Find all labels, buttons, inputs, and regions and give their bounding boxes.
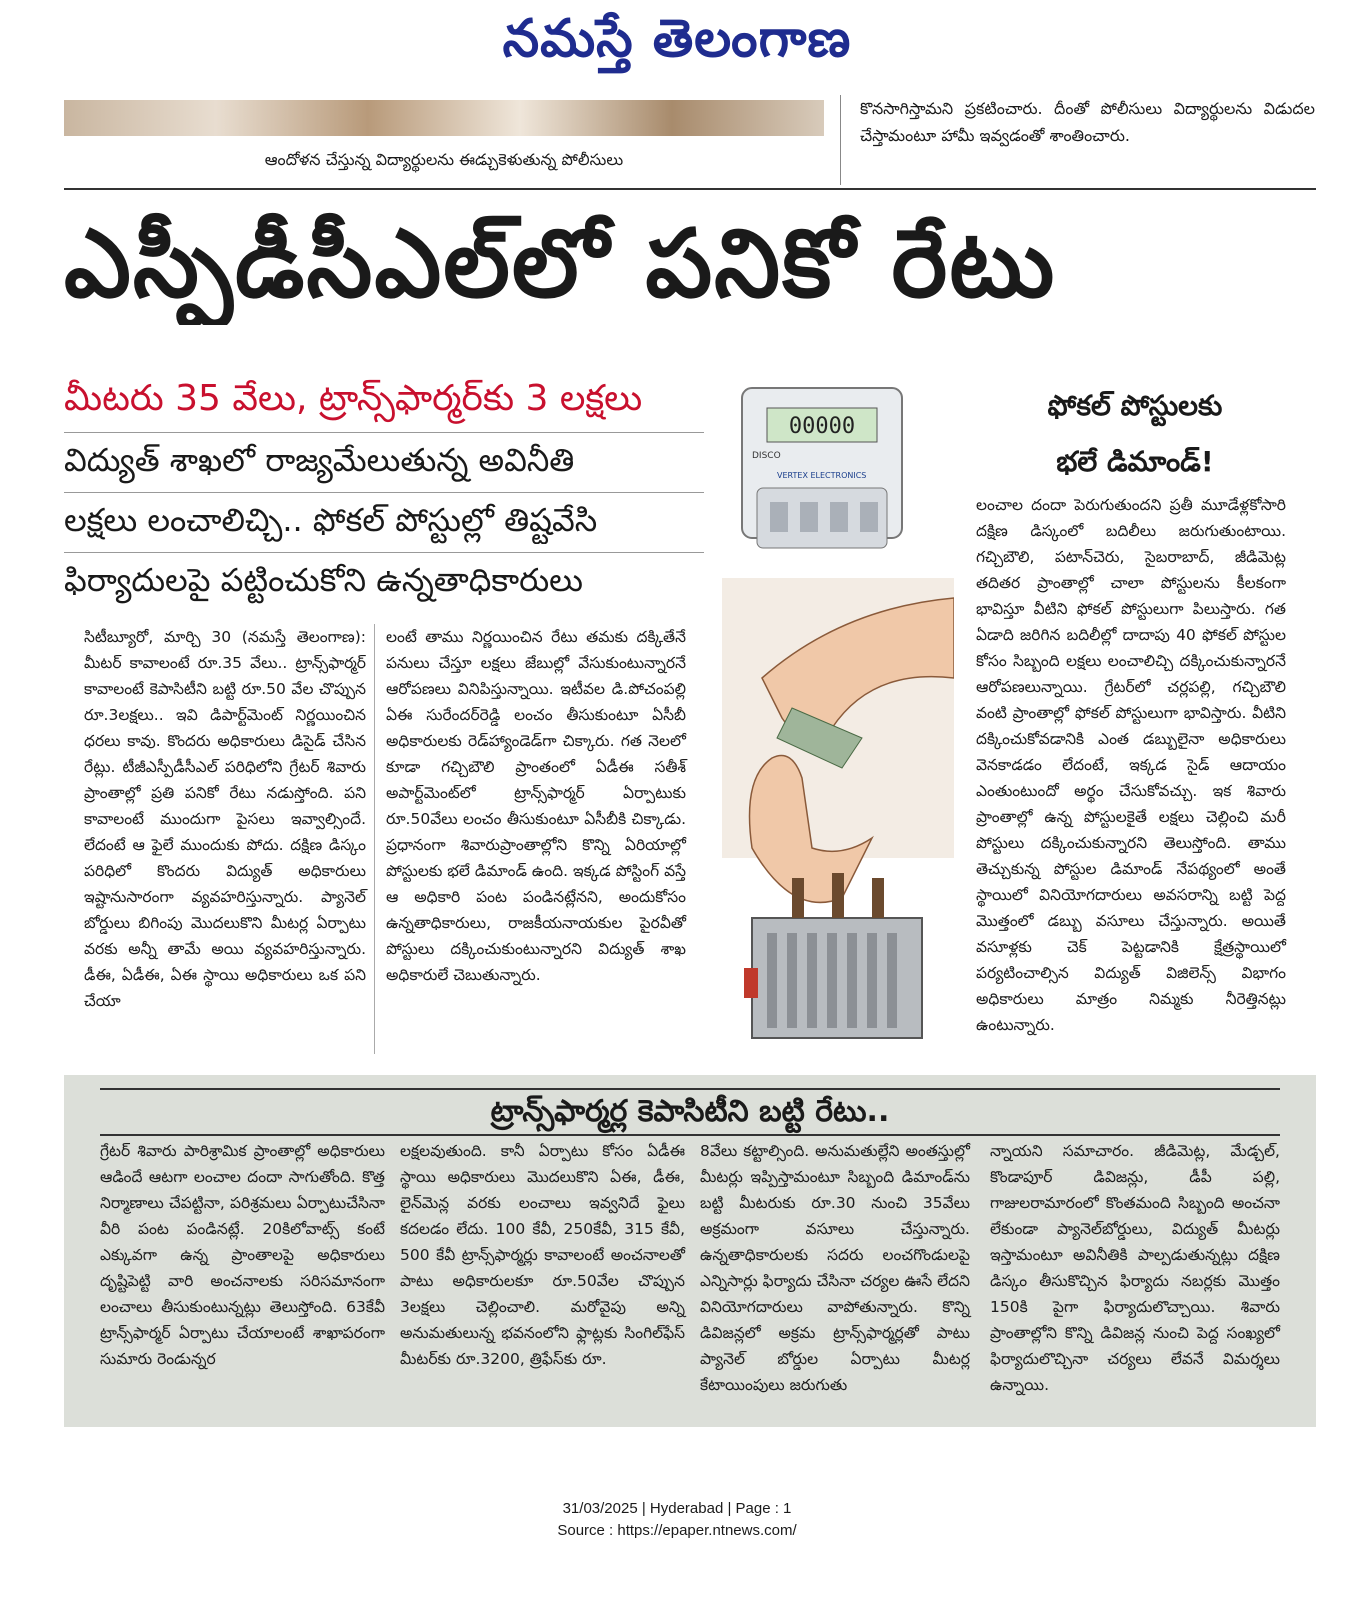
footer-date: 31/03/2025 | Hyderabad | Page : 1 <box>562 1500 792 1517</box>
boxed-column-3: 8వేలు కట్టాల్సింది. అనుమతుల్లేని అంతస్తుల్లో మీటర్లు ఇప్పిస్తామంటూ సిబ్బంది డిమాండ్‌ను బట్టి మీటరుకు రూ.30 నుంచి 35వేలు అక్రమంగా వసూలు చేస్తున్నారు. ఉన్నతాధికారులకు సదరు లంచగొండులపై ఎన్నిసార్లు ఫిర్యాదు చేసినా చర్యల ఊసే లేదని వినియోగదారులు వాపోతున్నారు. కొన్ని డివిజన్లలో అక్రమ ట్రాన్స్‌ఫార్మర్లతో పాటు ప్యానెల్‌ బోర్డుల ఏర్పాటు మీటర్ల కేటాయింపులు జరుగుతు <box>700 1142 970 1394</box>
headline: ఎస్పీడీసీఎల్‌లో పనికో రేటు <box>64 210 1057 319</box>
kicker: మీటరు 35 వేలు, ట్రాన్స్‌ఫార్మర్‌కు 3 లక్షలు <box>64 378 643 419</box>
article-column-1: సిటీబ్యూరో, మార్చి 30 (నమస్తే తెలంగాణ): మీటర్‌ కావాలంటే రూ.35 వేలు.. ట్రాన్స్‌ఫార్మర్‌ కావాలంటే కెపాసిటీని బట్టి రూ.50 వేల చొప్పున రూ.3లక్షలు.. ఇవి డిపార్ట్‌మెంట్‌ నిర్ణయించిన ధరలు కావు. కొందరు అధికారులు డిసైడ్‌ చేసిన రేట్లు. టీజీఎస్పీడీసీఎల్‌ పరిధిలోని గ్రేటర్‌ శివారు ప్రాంతాల్లో ప్రతి పనికో రేటు నడుస్తోంది. పని కావాలంటే ముందుగా పైసలు ఇవ్వాల్సిందే. లేదంటే ఆ ఫైలే ముందుకు పోదు. దక్షిణ డిస్కం పరిధిలో కొందరు విద్యుత్‌ అధికారులు ఇష్టానుసారంగా వ్యవహరిస్తున్నారు. ప్యానెల్‌ బోర్డులు బిగింపు మొదలుకొని మీటర్ల ఏర్పాటు వరకు అన్నీ తామే అయి వ్యవహరిస్తున్నారు. డీఈ, ఏడీఈ, ఏఈ స్థాయి అధికారులు ఒక పని చేయా <box>84 628 366 1010</box>
photo-caption: ఆందోళన చేస్తున్న విద్యార్థులను ఈడ్చుకెళుతున్న పోలీసులు <box>264 150 624 169</box>
sidebar-heading-line-1: ఫోకల్‌ పోస్టులకు <box>1047 389 1223 422</box>
transformer-icon <box>744 873 922 1038</box>
column-divider <box>374 624 375 1054</box>
boxed-column-1: గ్రేటర్‌ శివారు పారిశ్రామిక ప్రాంతాల్లో అధికారులు ఆడిందే ఆటగా లంచాల దందా సాగుతోంది. కొత్త నిర్మాణాలు చేపట్టినా, పరిశ్రమలు ఏర్పాటుచేసినా వీరి పంట పండినట్లే. 20కిలోవాట్స్‌ కంటే ఎక్కువగా ఉన్న ప్రాంతాలపై అధికారులు దృష్టిపెట్టి వారి అంచనాలకు సరిసమానంగా లంచాలు తీసుకుంటున్నట్లు తెలుస్తోంది. 63కేవీ ట్రాన్స్‌ఫార్మర్‌ ఏర్పాటు చేయాలంటే శాఖాపరంగా సుమారు రెండున్నర <box>100 1142 385 1368</box>
sidebar-heading-line-2: భలే డిమాండ్‌! <box>1056 445 1214 478</box>
meter-display: 00000 <box>788 414 856 439</box>
footer-source: Source : https://epaper.ntnews.com/ <box>557 1522 797 1539</box>
deck-line-3: ఫిర్యాదులపై పట్టించుకోని ఉన్నతాధికారులు <box>64 561 583 599</box>
meter-brand: DISCO <box>752 451 781 461</box>
column-divider <box>840 95 841 185</box>
boxed-column-2: లక్షలవుతుంది. కానీ ఏర్పాటు కోసం ఏడీఈ స్థాయి అధికారులు మొదలుకొని ఏఈ, డీఈ, లైన్‌మెన్ల వరకు లంచాలు ఇవ్వనిదే ఫైలు కదలడం లేదు. 100 కేవీ, 250కేవీ, 315 కేవీ, 500 కేవీ ట్రాన్స్‌ఫార్మర్లు కావాలంటే అంచనాలతో పాటు అధికారులకూ రూ.50వేల చొప్పున 3లక్షలు చెల్లించాలి. మరోవైపు అన్ని అనుమతులున్న భవనంలోని ఫ్లాట్లకు సింగిల్‌ఫేస్‌ మీటర్‌కు రూ.3200, త్రిఫేస్‌కు రూ. <box>400 1142 685 1368</box>
top-right-text: కొనసాగిస్తామని ప్రకటించారు. దీంతో పోలీసులు విద్యార్థులను విడుదల చేస్తామంటూ హామీ ఇవ్వడంతో శాంతించారు. <box>860 99 1315 145</box>
sidebar-text: లంచాల దందా పెరుగుతుందని ప్రతీ మూడేళ్లకోసారి దక్షిణ డిస్కంలో బదిలీలు జరుగుతుంటాయి. గచ్చిబౌలి, పటాన్‌చెరు, సైబరాబాద్‌, జీడిమెట్ల తదితర ప్రాంతాల్లో చాలా పోస్టులను కీలకంగా భావిస్తూ వీటిని ఫోకల్‌ పోస్టులుగా పిలుస్తారు. గత ఏడాది జరిగిన బదిలీల్లో దాదాపు 40 ఫోకల్‌ పోస్టుల కోసం సిబ్బంది లక్షలు లంచాలిచ్చి దక్కించుకున్నారనే ఆరోపణలున్నాయి. గ్రేటర్‌లో చర్లపల్లి, గచ్చిబౌలి వంటి ప్రాంతాల్లో ఫోకల్‌ పోస్టులుగా భావిస్తారు. వీటిని దక్కించుకోవడానికి ఎంత డబ్బులైనా అధికారులు వెనకాడడం లేదంటే, ఇక్కడ సైడ్‌ ఆదాయం ఎంతుంటుందో అర్థం చేసుకోవచ్చు. ఇక శివారు ప్రాంతాల్లో ఉన్న పోస్టులకైతే లక్షలు చెల్లించి మరీ పోస్టులు దక్కించుకున్నారని తెలుస్తోంది. తాము తెచ్చుకున్న పోస్టుల డిమాండ్‌ నేపథ్యంలో అంతే స్థాయిలో వినియోగదారులు అవసరాన్ని బట్టి పెద్ద మొత్తంలో డబ్బు వసూలు చేస్తున్నారు. అయితే వసూళ్లకు చెక్‌ పెట్టడానికి క్షేత్రస్థాయిలో పర్యటించాల్సిన విద్యుత్‌ విజిలెన్స్‌ విభాగం అధికారులు మాత్రం నిమ్మకు నీరెత్తినట్లు ఉంటున్నారు. <box>976 496 1286 1034</box>
boxed-story-heading: ట్రాన్స్‌ఫార్మర్ల కెపాసిటీని బట్టి రేటు.. <box>100 1090 1280 1134</box>
top-photo <box>64 100 824 136</box>
sidebar-heading <box>990 378 1280 490</box>
section-rule <box>64 188 1316 190</box>
electric-meter-icon <box>742 388 902 548</box>
deck-rule <box>64 552 704 553</box>
masthead: నమస్తే తెలంగాణ <box>502 8 852 69</box>
deck-rule <box>64 432 704 433</box>
deck-line-2: లక్షలు లంచాలిచ్చి.. ఫోకల్‌ పోస్టుల్లో తిష్టవేసి <box>64 501 598 539</box>
boxed-story-heading-rule <box>100 1088 1280 1136</box>
meter-maker: VERTEX ELECTRONICS <box>777 471 867 480</box>
deck-rule <box>64 492 704 493</box>
article-column-2: లంటే తాము నిర్ణయించిన రేటు తమకు దక్కితేనే పనులు చేస్తూ లక్షలు జేబుల్లో వేసుకుంటున్నారనే ఆరోపణలు వినిపిస్తున్నాయి. ఇటీవల డి.పోచంపల్లి ఏఈ సురేందర్‌రెడ్డి లంచం తీసుకుంటూ ఏసీబీ అధికారులకు రెడ్‌హ్యాండెడ్‌గా చిక్కారు. గత నెలలో కూడా గచ్చిబౌలి ప్రాంతంలో ఏడీఈ సతీశ్‌ అపార్ట్‌మెంట్‌లో ట్రాన్స్‌ఫార్మర్‌ ఏర్పాటుకు రూ.50వేలు లంచం తీసుకుంటూ ఏసీబీకి చిక్కాడు. ప్రధానంగా శివారుప్రాంతాల్లోని కొన్ని ఏరియాల్లో పోస్టులకు భలే డిమాండ్‌ ఉంది. ఇక్కడ పోస్టింగ్‌ వస్తే ఆ అధికారి పంట పండినట్లేనని, అందుకోసం ఉన్నతాధికారులు, రాజకీయనాయకుల పైరవీతో పోస్టులు దక్కించుకుంటున్నారని విద్యుత్‌ శాఖ అధికారులే చెబుతున్నారు. <box>386 628 686 984</box>
bribery-illustration <box>722 378 954 1058</box>
deck-line-1: విద్యుత్‌ శాఖలో రాజ్యమేలుతున్న అవినీతి <box>64 441 575 479</box>
boxed-column-4: న్నాయని సమాచారం. జీడిమెట్ల, మేడ్చల్‌, కొండాపూర్‌ డివిజన్లు, డీపీ పల్లి, గాజులరామారంలో కొంతమంది సిబ్బంది అంచనా లేకుండా ప్యానెల్‌బోర్డులు, విద్యుత్‌ మీటర్లు ఇస్తామంటూ అవినీతికి పాల్పడుతున్నట్లు దక్షిణ డిస్కం తీసుకొచ్చిన ఫిర్యాదు నబర్లకు మొత్తం 150కి పైగా ఫిర్యాదులొచ్చాయి. శివారు ప్రాంతాల్లోని కొన్ని డివిజన్ల నుంచి పెద్ద సంఖ్యలో ఫిర్యాదులొచ్చినా చర్యలు లేవనే విమర్శలు ఉన్నాయి. <box>990 1142 1280 1394</box>
